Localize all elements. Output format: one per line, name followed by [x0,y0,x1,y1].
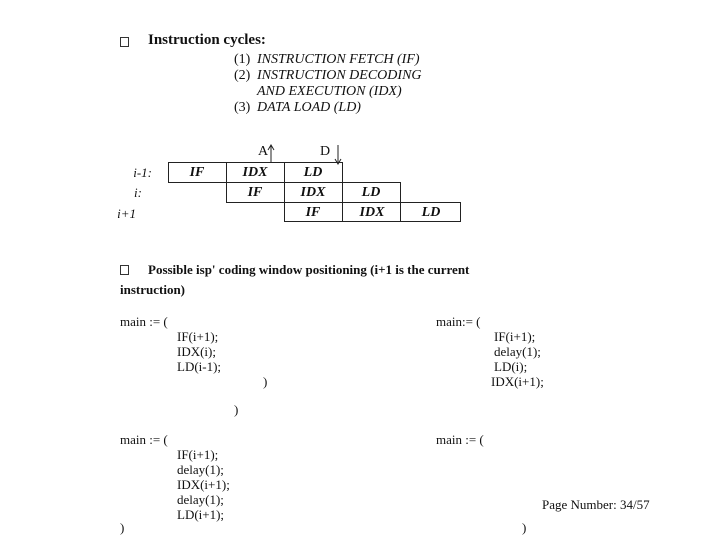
code-bl-line-2: delay(1); [177,462,224,477]
marker-a-arrow-icon [266,144,276,164]
code-tl-line-2: IDX(i); [177,344,216,359]
item-2-text: INSTRUCTION DECODING [257,68,422,83]
code-tl-line-1: IF(i+1); [177,329,219,344]
code-tr-line-1: IF(i+1); [494,329,536,344]
code-tr-open: main:= ( [436,314,481,329]
cell-r2-if: IF [305,205,321,220]
item-3-num: (3) [234,100,251,115]
cell-r0-idx: IDX [242,165,268,180]
item-3-text: DATA LOAD (LD) [257,100,361,115]
cell-r0-ld: LD [303,165,323,180]
cell-r1-idx: IDX [300,185,326,200]
cell-r1-ld: LD [361,185,381,200]
code-tl-open: main := ( [120,314,168,329]
code-bl-line-1: IF(i+1); [177,447,219,462]
code-tl-line-3: LD(i-1); [177,359,222,374]
cell-r2-idx: IDX [359,205,385,220]
code-bl-open: main := ( [120,432,168,447]
code-tr-line-2: delay(1); [494,344,541,359]
marker-a-label: A [258,144,269,159]
bullet-icon [120,265,129,275]
item-2-num: (2) [234,68,251,83]
code-br-open: main := ( [436,432,484,447]
code-tr-line-3: LD(i); [494,359,528,374]
item-1-text: INSTRUCTION FETCH (IF) [257,52,420,67]
marker-d-label: D [320,144,331,159]
code-tr-line-4: IDX(i+1); [491,374,544,389]
code-tl-close: ) [234,402,239,417]
item-1-num: (1) [234,52,251,67]
row-label-i-minus-1: i-1: [133,165,152,180]
code-br-close: ) [522,520,527,535]
cell-r1-if: IF [247,185,263,200]
section2-title-cont: instruction) [120,282,185,297]
code-bl-line-4: delay(1); [177,492,224,507]
code-bl-close: ) [120,520,125,535]
code-bl-line-5: LD(i+1); [177,507,225,522]
item-2-text-cont: AND EXECUTION (IDX) [257,84,402,99]
cell-r2-ld: LD [421,205,441,220]
page-number: Page Number: 34/57 [542,497,650,512]
bullet-icon [120,37,129,47]
row-label-i: i: [134,185,142,200]
section2-title: Possible isp' coding window positioning (i+1 is the current [148,262,470,277]
section1-title: Instruction cycles: [148,32,266,48]
row-label-i-plus-1: i+1 [117,206,136,221]
code-bl-line-3: IDX(i+1); [177,477,230,492]
code-tl-close-inner: ) [263,374,268,389]
cell-r0-if: IF [189,165,205,180]
